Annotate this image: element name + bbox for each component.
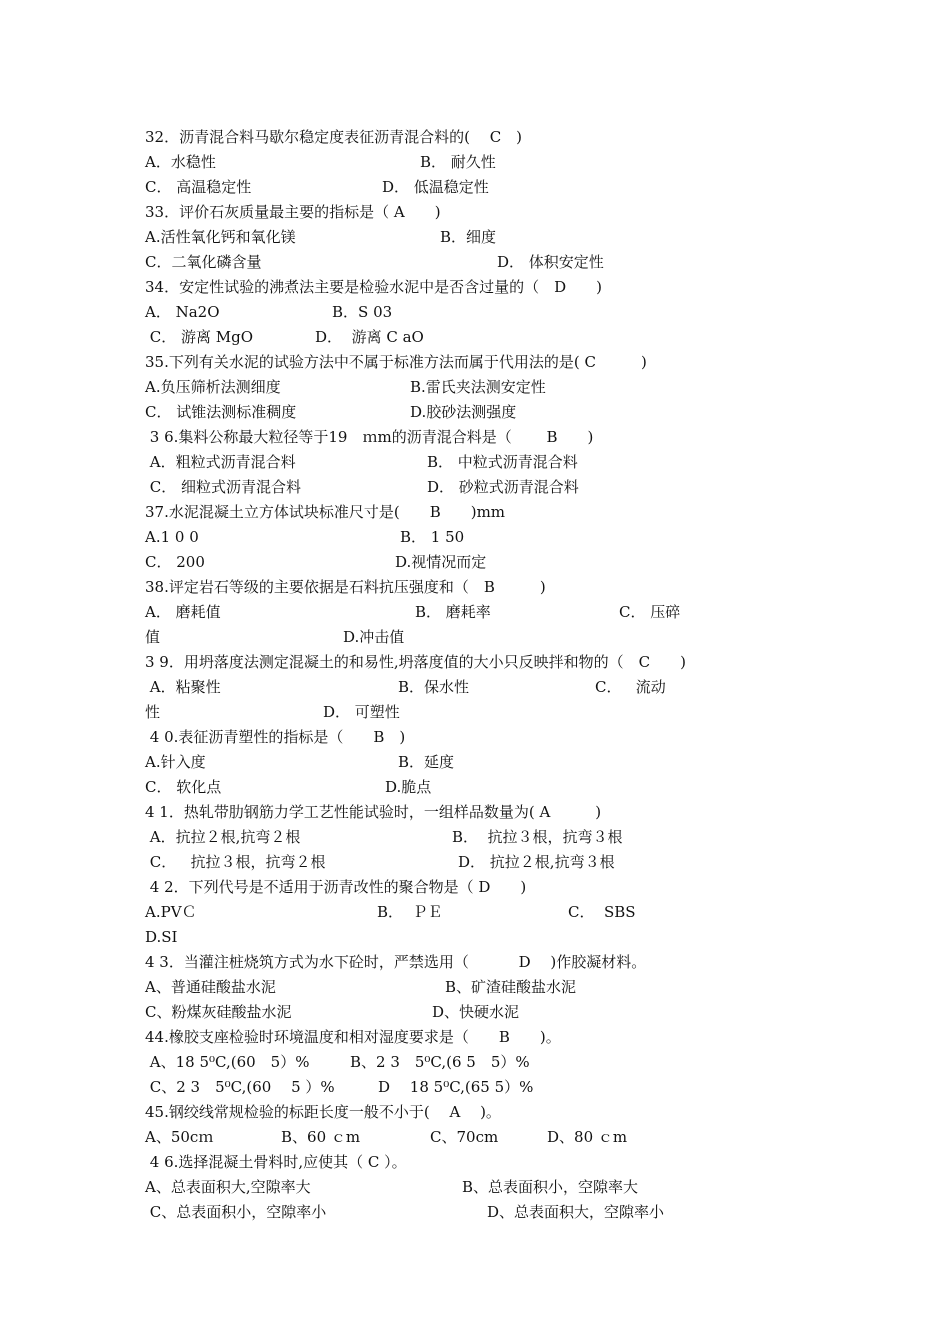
question-line: 4 0.表征沥青塑性的指标是（ B ) bbox=[145, 728, 406, 746]
question-line: 38.评定岩石等级的主要依据是石料抗压强度和（ B ) bbox=[145, 578, 546, 596]
question-line: 4 6.选择混凝土骨料时,应使其（ C ）。 bbox=[145, 1153, 407, 1171]
question-line: 4 2．下列代号是不适用于沥青改性的聚合物是（ D ) bbox=[145, 878, 527, 896]
question-line: 4 1．热轧带肋钢筋力学工艺性能试验时，一组样品数量为( A ) bbox=[145, 803, 602, 821]
question-line: 35.下列有关水泥的试验方法中不属于标准方法而属于代用法的是( C ) bbox=[145, 353, 647, 371]
question-line: 37.水泥混凝土立方体试块标准尺寸是( B )mm bbox=[145, 503, 506, 521]
question-line: 3 9．用坍落度法测定混凝土的和易性,坍落度值的大小只反映拌和物的（ C ) bbox=[145, 653, 686, 671]
question-line: 45.钢绞线常规检验的标距长度一般不小于( A )。 bbox=[145, 1103, 501, 1121]
question-line: 4 3．当灌注桩烧筑方式为水下砼时，严禁选用（ D )作胶凝材料。 bbox=[145, 953, 647, 971]
question-line: 3 6.集料公称最大粒径等于19 ｍm的沥青混合料是（ B ) bbox=[145, 428, 594, 446]
question-line: 32．沥青混合料马歇尔稳定度表征沥青混合料的( C ) bbox=[145, 128, 523, 146]
question-line: 34．安定性试验的沸煮法主要是检验水泥中是否含过量的（ D ) bbox=[145, 278, 602, 296]
document-page: 32．沥青混合料马歇尔稳定度表征沥青混合料的( C ) A．水稳性 B． 耐久性 C． 高温稳定性 D． 低温稳定性 33．评价石灰质量最主要的指标是（ A ) A.活性氧化钙和氧化镁 B．细度 C．二氧化磷含量 D． 体积安定性 34．安定性试验的沸煮法主要是检验水泥中是否含过量的（ D ) A． Na2O B．S 03 C． 游离 MgO D． 游离 C aO 35.下列有关水泥的试验方法中不属于标准方法而属于代用法的是( C ) A.负压筛析法测细度 B.雷氏夹法测安定性 C． 试锥法测标准稠度 D.胶砂法测强度 3 6.集料公称最大粒径等于19 ｍm的沥青混合料是（ B ) A．粗粒式沥青混合料 B． 中粒式沥青混合料 C． 细粒式沥青混合料 D． 砂粒式沥青混合料 37.水泥混凝土立方体试块标准尺寸是( B )mm A.1 0 0 B． 1 50 C． 200 D.视情况而定 38.评定岩石等级的主要依据是石料抗压强度和（ B ) A． 磨耗值 B． 磨耗率 C． 压碎 值 D.冲击值 3 9．用坍落度法测定混凝土的和易性,坍落度值的大小只反映拌和物的（ C ) A．粘聚性 B．保水性 C． 流动 性 D． 可塑性 4 0.表征沥青塑性的指标是（ B ) A.针入度 B．延度 C． 软化点 D.脆点 4 1．热轧带肋钢筋力学工艺性能试验时，一组样品数量为( A ) A．抗拉２根,抗弯２根 B． 抗拉３根，抗弯３根 C． 抗拉３根，抗弯２根 D． 抗拉２根,抗弯３根 4 2．下列代号是不适用于沥青改性的聚合物是（ D ) A.PVＣ B． ＰＥ C． SBS D.SI 4 3．当灌注桩烧筑方式为水下砼时，严禁选用（ D )作胶凝材料。 A、普通硅酸盐水泥 B、矿渣硅酸盐水泥 C、粉煤灰硅酸盐水泥 D、快硬水泥 44.橡胶支座检验时环境温度和相对湿度要求是（ B )。 A、18 5⁰C,(60 5）% B、2 3 5⁰C,(6 5 5）% C、2 3 5⁰C,(60 5 ）% D 18 5⁰C,(65 5）% 45.钢绞线常规检验的标距长度一般不小于( A )。 A、50cｍ B、60 ｃm C、70cm D、80 ｃm 4 6.选择混凝土骨料时,应使其（ C ）。 A、总表面积大,空隙率大 B、总表面积小，空隙率大 C、总表面积小，空隙率小 D、总表面积大，空隙率小 bbox=[145, 128, 686, 1221]
question-line: 44.橡胶支座检验时环境温度和相对湿度要求是（ B )。 bbox=[145, 1028, 561, 1046]
question-line: 33．评价石灰质量最主要的指标是（ A ) bbox=[145, 203, 441, 221]
